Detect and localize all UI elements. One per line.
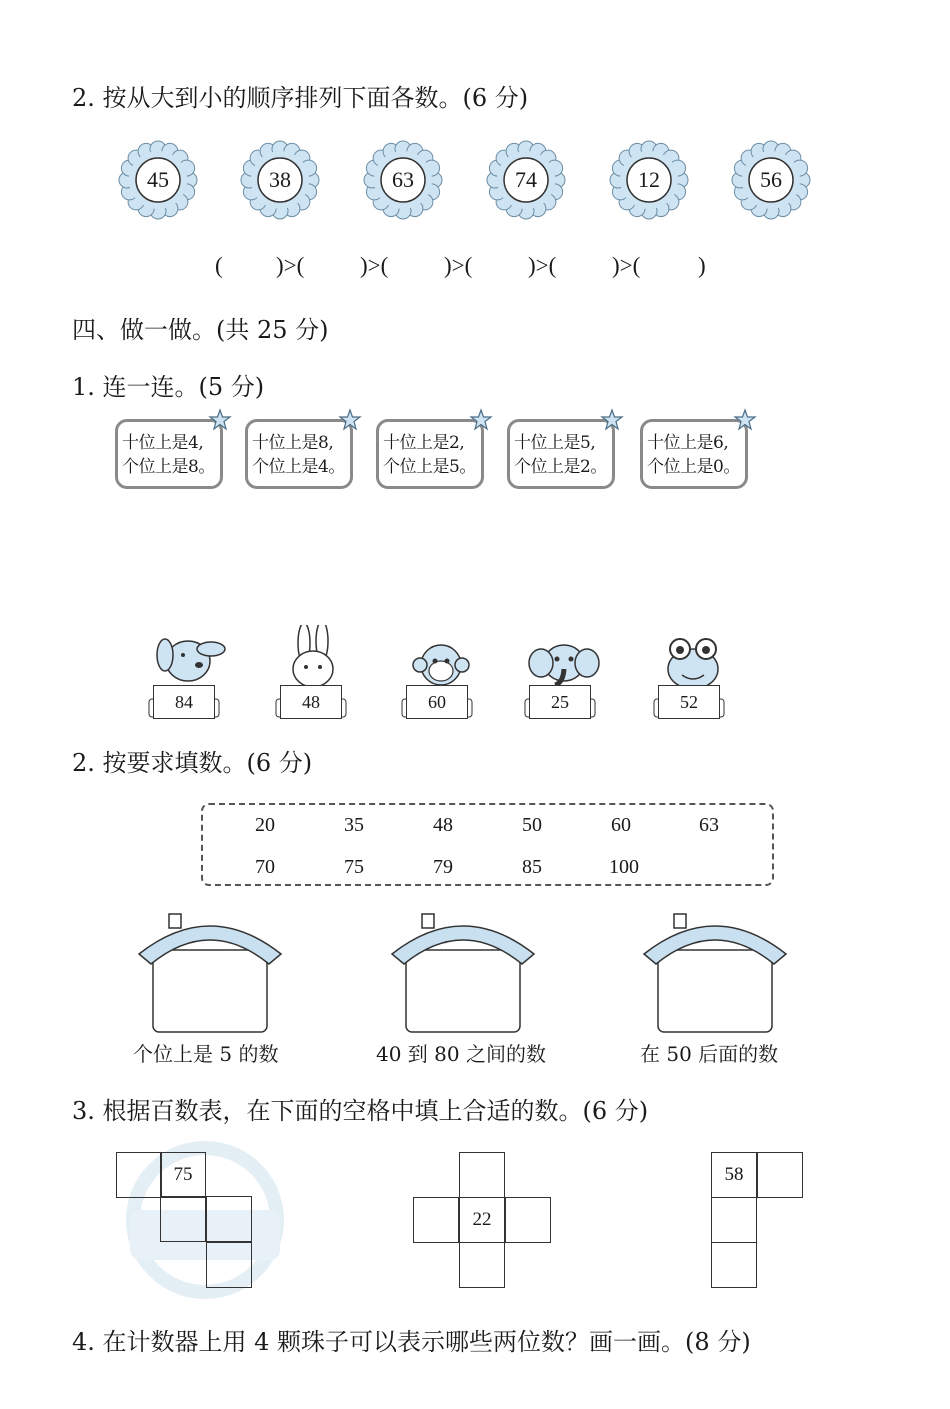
card-ones-text: 个位上是5。 (383, 457, 476, 477)
card-tens-text: 十位上是2, (383, 433, 465, 453)
pool-number[interactable]: 35 (344, 814, 364, 836)
blank-open[interactable]: ( (215, 253, 223, 278)
animal-sign-number: 60 (406, 685, 468, 719)
digit-card[interactable] (115, 419, 223, 489)
house-label-ones-5: 个位上是 5 的数 (133, 1042, 279, 1066)
grid-cell-blank[interactable] (757, 1152, 803, 1198)
question-4-title: 4. 在计数器上用 4 颗珠子可以表示哪些两位数？画一画。(8 分) (72, 1328, 751, 1356)
animal-sign-number: 52 (658, 685, 720, 719)
flower-number (363, 140, 443, 220)
question-1-connect-title: 1. 连一连。(5 分) (72, 373, 265, 401)
pool-number[interactable]: 70 (255, 856, 275, 878)
question-3-title: 3. 根据百数表，在下面的空格中填上合适的数。(6 分) (72, 1097, 649, 1125)
card-tens-text: 十位上是4, (122, 433, 204, 453)
grid-cell-blank[interactable] (413, 1197, 459, 1243)
pool-number[interactable]: 48 (433, 814, 453, 836)
animal-with-sign[interactable] (519, 625, 609, 725)
animal-with-sign[interactable] (270, 625, 360, 725)
digit-card[interactable] (640, 419, 748, 489)
grid-cell-blank[interactable] (711, 1197, 757, 1243)
star-icon (733, 408, 757, 432)
flower-number-text: 45 (147, 167, 169, 192)
animal-sign-number: 48 (280, 685, 342, 719)
star-icon (208, 408, 232, 432)
animal-sign-number: 25 (529, 685, 591, 719)
pool-number[interactable]: 60 (611, 814, 631, 836)
card-ones-text: 个位上是2。 (514, 457, 607, 477)
blank-separator[interactable]: )>( (528, 253, 557, 278)
flower-number-text: 12 (638, 167, 660, 192)
section-4-title: 四、做一做。(共 25 分) (72, 316, 329, 344)
pool-number[interactable]: 79 (433, 856, 453, 878)
house-label-40-to-80: 40 到 80 之间的数 (376, 1042, 546, 1066)
digit-card[interactable] (507, 419, 615, 489)
blank-separator[interactable]: )>( (360, 253, 389, 278)
house-answer-box[interactable] (135, 910, 285, 1035)
house-label-after-50: 在 50 后面的数 (640, 1042, 779, 1066)
star-icon (600, 408, 624, 432)
pool-number[interactable]: 85 (522, 856, 542, 878)
digit-card[interactable] (376, 419, 484, 489)
flower-number (486, 140, 566, 220)
flower-number (609, 140, 689, 220)
flower-number-text: 56 (760, 167, 782, 192)
house-answer-box[interactable] (640, 910, 790, 1035)
card-ones-text: 个位上是8。 (122, 457, 215, 477)
pool-number[interactable]: 75 (344, 856, 364, 878)
blank-separator[interactable]: )>( (612, 253, 641, 278)
grid-cell-blank[interactable] (459, 1242, 505, 1288)
grid-cell-given: 58 (711, 1152, 757, 1198)
grid-cell-blank[interactable] (505, 1197, 551, 1243)
grid-cell-blank[interactable] (206, 1242, 252, 1288)
blank-separator[interactable]: )>( (276, 253, 305, 278)
card-ones-text: 个位上是4。 (252, 457, 345, 477)
grid-cell-blank[interactable] (711, 1242, 757, 1288)
star-icon (469, 408, 493, 432)
grid-cell-given: 22 (459, 1197, 505, 1243)
digit-card[interactable] (245, 419, 353, 489)
house-icon (640, 910, 790, 1035)
animal-with-sign[interactable] (648, 625, 738, 725)
question-2-order-title: 2. 按从大到小的顺序排列下面各数。(6 分) (72, 84, 529, 112)
question-2-fill-title: 2. 按要求填数。(6 分) (72, 749, 313, 777)
pool-number[interactable]: 50 (522, 814, 542, 836)
card-tens-text: 十位上是8, (252, 433, 334, 453)
card-tens-text: 十位上是6, (647, 433, 729, 453)
grid-cell-given: 75 (160, 1152, 206, 1198)
blank-close[interactable]: ) (698, 253, 706, 278)
pool-number[interactable]: 100 (609, 856, 639, 878)
pool-number[interactable]: 20 (255, 814, 275, 836)
house-icon (388, 910, 538, 1035)
house-icon (135, 910, 285, 1035)
star-icon (338, 408, 362, 432)
grid-cell-blank[interactable] (459, 1152, 505, 1198)
flower-number (240, 140, 320, 220)
flower-number-text: 74 (515, 167, 537, 192)
flower-number-text: 63 (392, 167, 414, 192)
animal-sign-number: 84 (153, 685, 215, 719)
card-tens-text: 十位上是5, (514, 433, 596, 453)
flower-number (118, 140, 198, 220)
grid-cell-blank[interactable] (116, 1152, 162, 1198)
number-pool (201, 803, 774, 886)
flower-number (731, 140, 811, 220)
blank-separator[interactable]: )>( (444, 253, 473, 278)
grid-cell-blank[interactable] (160, 1196, 206, 1242)
card-ones-text: 个位上是0。 (647, 457, 740, 477)
house-answer-box[interactable] (388, 910, 538, 1035)
animal-with-sign[interactable] (143, 625, 233, 725)
grid-cell-blank[interactable] (206, 1196, 252, 1242)
flower-number-text: 38 (269, 167, 291, 192)
pool-number[interactable]: 63 (699, 814, 719, 836)
animal-with-sign[interactable] (396, 625, 486, 725)
